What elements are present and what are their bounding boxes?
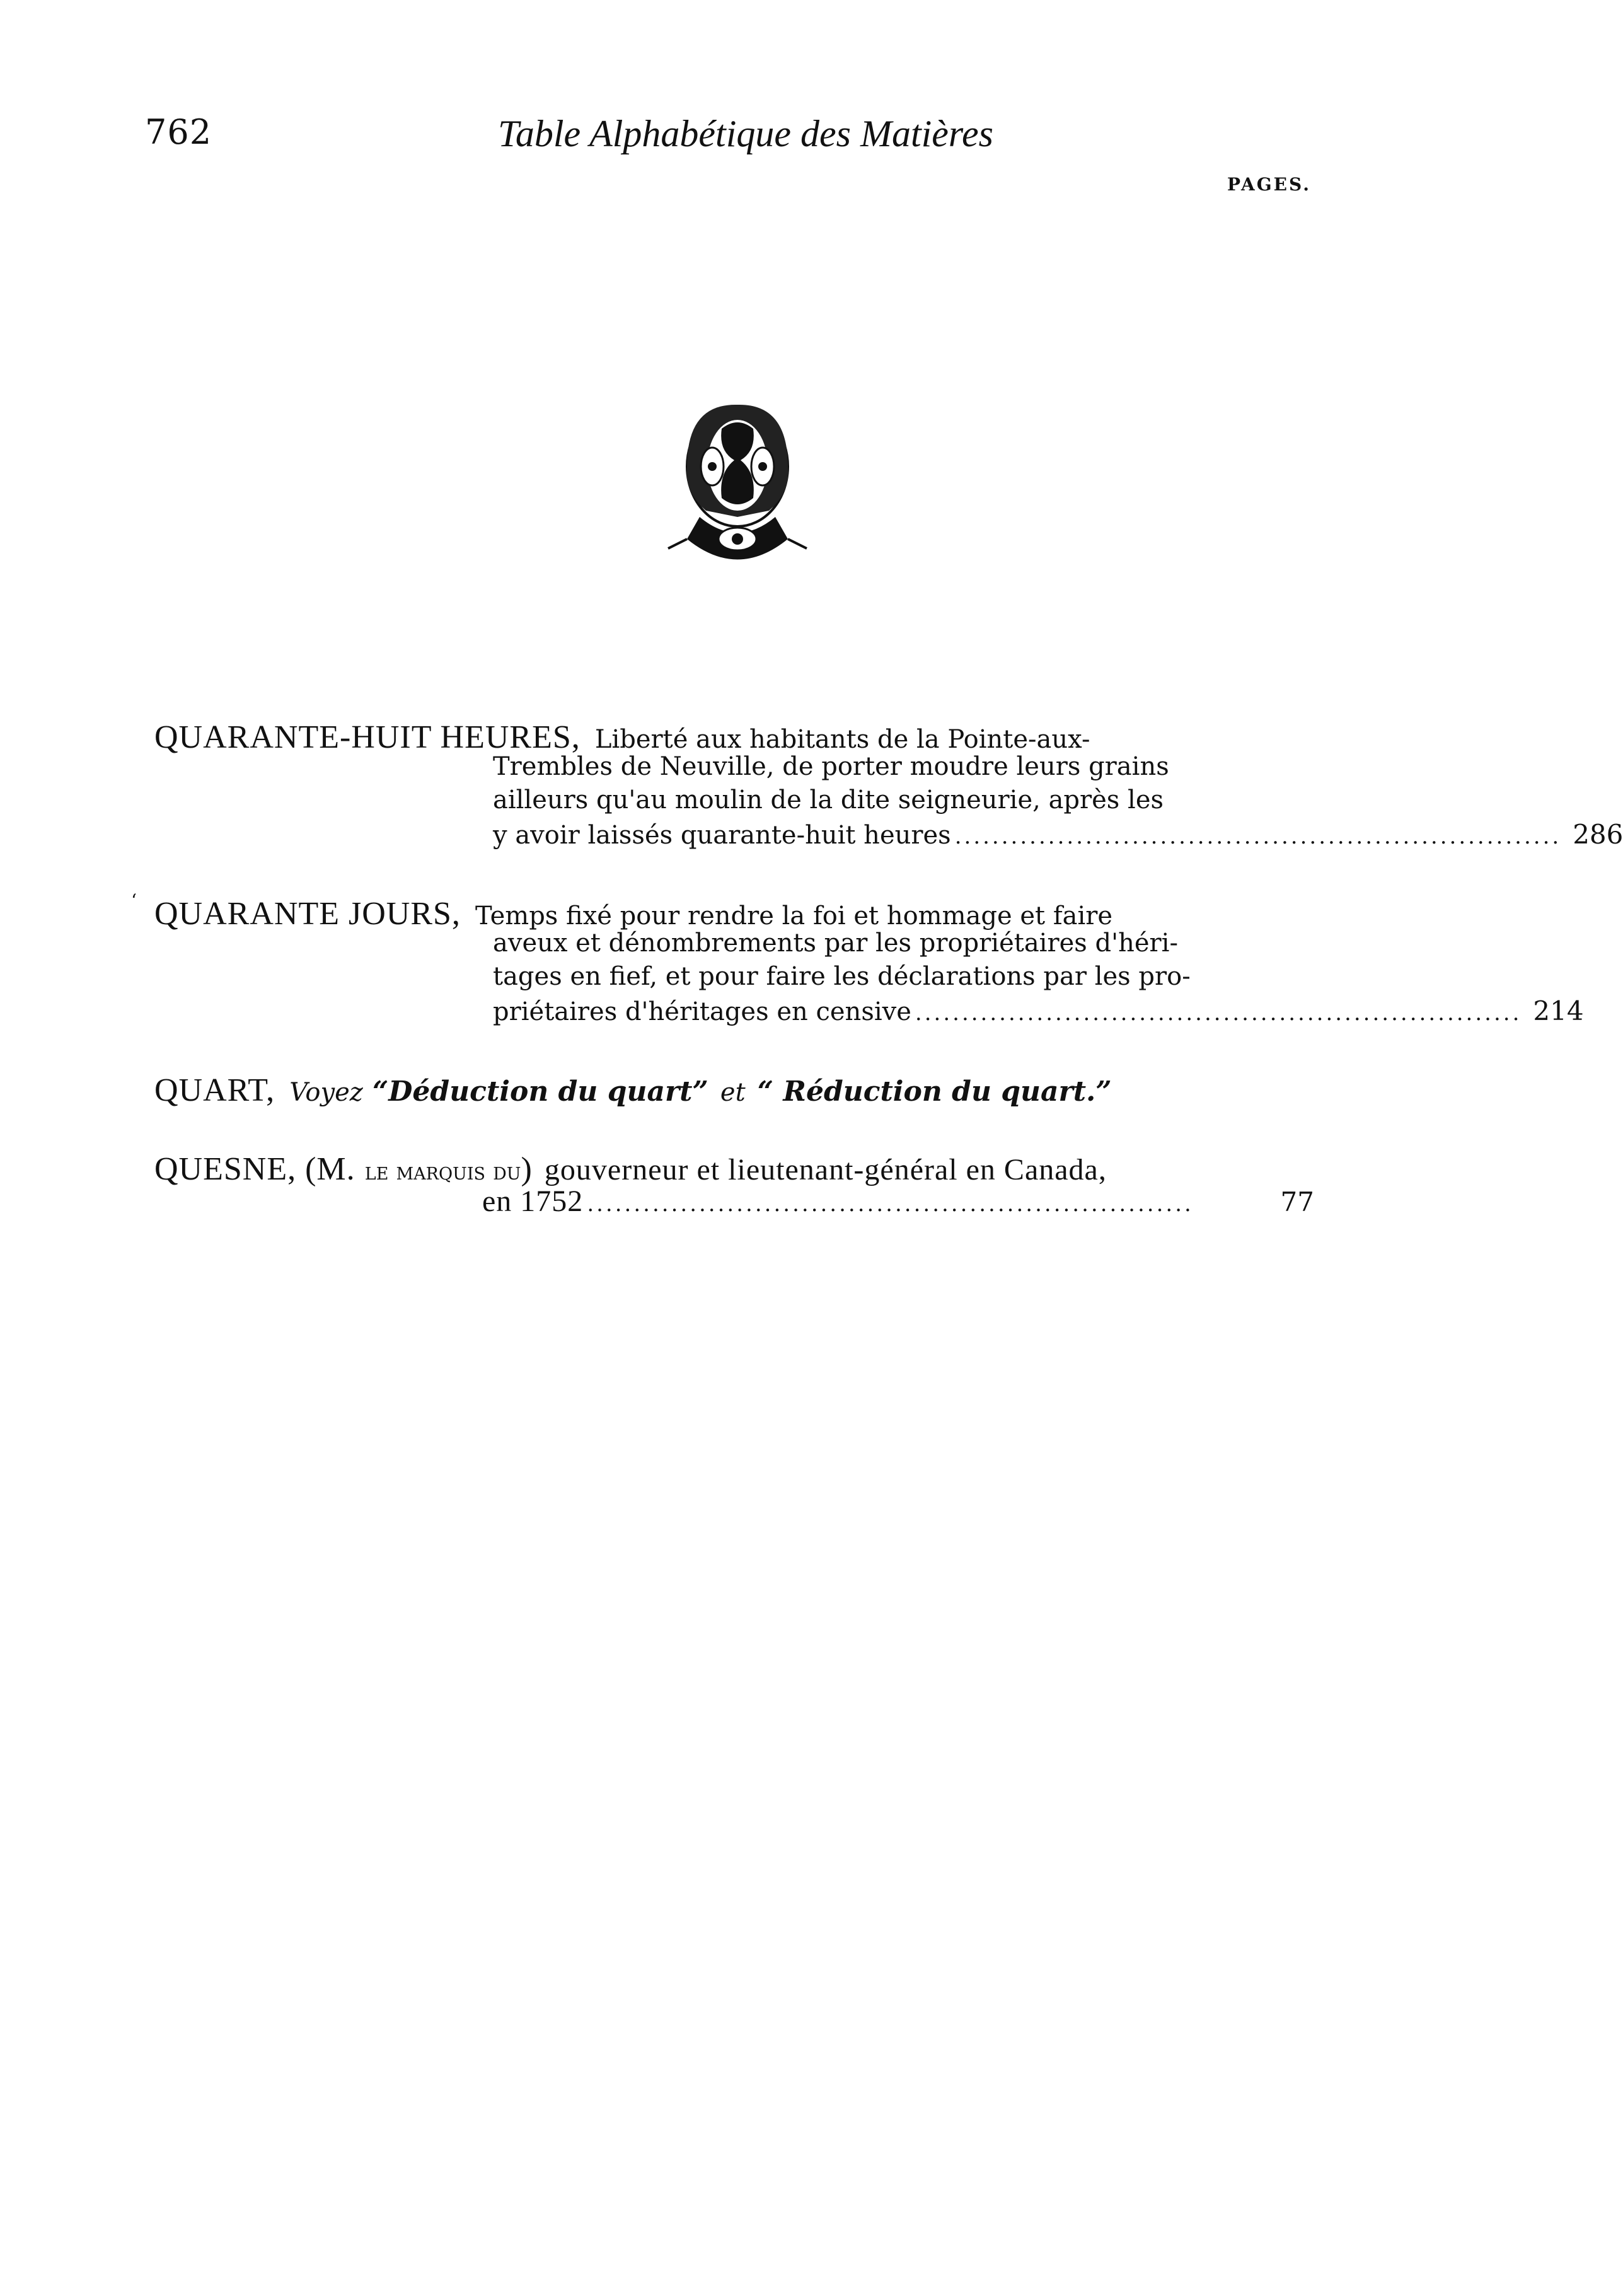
- page-reference: 214: [1533, 995, 1584, 1026]
- running-title: Table Alphabétique des Matières: [498, 113, 994, 154]
- index-entry: [154, 719, 1623, 852]
- entry-line: Trembles de Neuville, de porter moudre leurs grains: [493, 752, 1169, 781]
- entry-line: ailleurs qu'au moulin de la dite seigneurie, après les: [493, 786, 1164, 815]
- entry-line: y avoir laissés quarante-huit heures: [493, 821, 951, 850]
- page-number: 762: [145, 112, 212, 152]
- entry-line: priétaires d'héritages en censive: [493, 997, 911, 1026]
- entry-line: en 1752: [482, 1185, 584, 1218]
- entry-line: gouverneur et lieutenant-général en Canada,: [544, 1153, 1107, 1186]
- entry-heading: QUESNE, (M.: [154, 1151, 355, 1187]
- dot-leader: .................................................................: [587, 1191, 1194, 1217]
- index-entry: [154, 1151, 1314, 1217]
- entry-heading: QUARANTE-HUIT HEURES,: [154, 719, 580, 755]
- page-reference: 77: [1280, 1186, 1314, 1217]
- cross-reference: “Déduction du quart”: [372, 1076, 708, 1108]
- margin-mark: ‘: [131, 890, 137, 911]
- entry-heading: QUARANTE JOURS,: [154, 896, 461, 932]
- ornament-vignette: [662, 391, 813, 580]
- entry-heading-close: ): [521, 1151, 533, 1187]
- cross-reference: “ Réduction du quart.”: [757, 1076, 1112, 1108]
- entry-line: tages en fief, et pour faire les déclarations par les pro-: [493, 962, 1191, 991]
- pages-label: PAGES.: [1227, 174, 1311, 195]
- cross-reference-et: et: [720, 1078, 746, 1107]
- dot-leader: .................................................................: [915, 1000, 1522, 1026]
- entry-line: Temps fixé pour rendre la foi et hommage et faire: [475, 902, 1113, 931]
- dot-leader: .................................................................: [954, 824, 1562, 849]
- entry-line: aveux et dénombrements par les propriétaires d'héri-: [493, 929, 1178, 958]
- index-entry: [154, 1072, 1314, 1108]
- entry-title-smallcaps: le marquis du: [364, 1157, 521, 1185]
- entry-heading: QUART,: [154, 1072, 275, 1108]
- cross-reference-voyez: Voyez: [289, 1078, 363, 1107]
- page-reference: 286: [1573, 819, 1623, 850]
- entry-line: Liberté aux habitants de la Pointe-aux-: [594, 725, 1090, 754]
- index-entry: [154, 895, 1584, 1029]
